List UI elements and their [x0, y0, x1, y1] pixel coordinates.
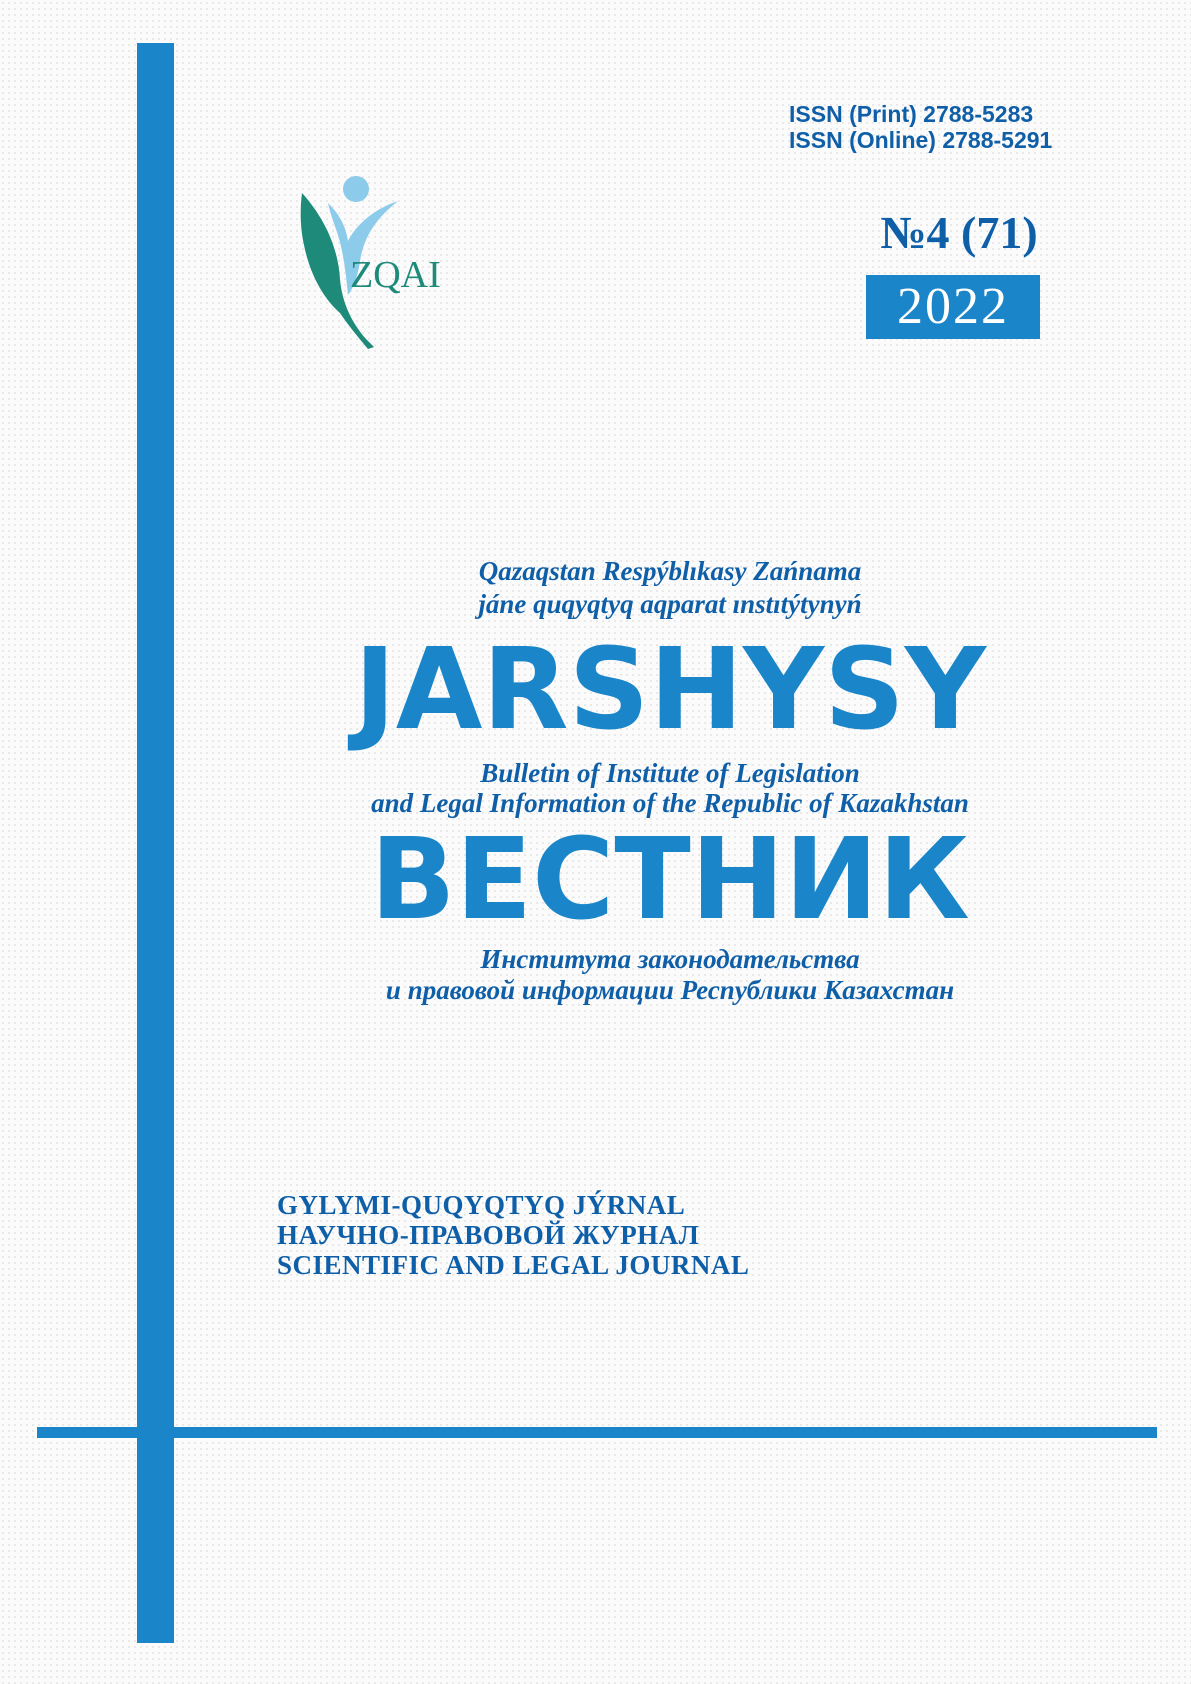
issn-online: ISSN (Online) 2788-5291 — [789, 127, 1053, 153]
logo-head — [343, 176, 369, 202]
title-ru: ВЕСТНИК — [370, 815, 970, 945]
en-subtitle-line1: Bulletin of Institute of Legislation — [480, 758, 860, 788]
feather-figure-icon — [294, 175, 494, 375]
zqai-logo — [294, 175, 494, 375]
year-badge — [866, 275, 1040, 339]
kz-subtitle-line1: Qazaqstan Respýblıkasy Zańnama — [478, 556, 862, 586]
en-subtitle-line2: and Legal Information of the Republic of Kazakhstan — [371, 788, 969, 818]
journal-type-ru: НАУЧНО-ПРАВОВОЙ ЖУРНАЛ — [277, 1220, 700, 1250]
title-kz: JARSHYSY — [354, 625, 986, 755]
year-text: 2022 — [897, 278, 1009, 335]
horizontal-accent-bar — [37, 1427, 1157, 1438]
issn-print: ISSN (Print) 2788-5283 — [789, 101, 1034, 127]
kz-subtitle-line2: jáne quqyqtyq aqparat ınstıtýtynyń — [478, 589, 862, 619]
journal-type-kz: GYLYMI-QUQYQTYQ JÝRNAL — [277, 1190, 686, 1220]
journal-type-en: SCIENTIFIC AND LEGAL JOURNAL — [277, 1250, 750, 1280]
issue-number: №4 (71) — [880, 207, 1038, 258]
ru-subtitle-line2: и правовой информации Республики Казахстан — [385, 975, 955, 1005]
logo-text: ZQAI — [350, 254, 441, 296]
vertical-accent-bar — [137, 43, 174, 1643]
ru-subtitle-line1: Института законодательства — [480, 944, 860, 974]
